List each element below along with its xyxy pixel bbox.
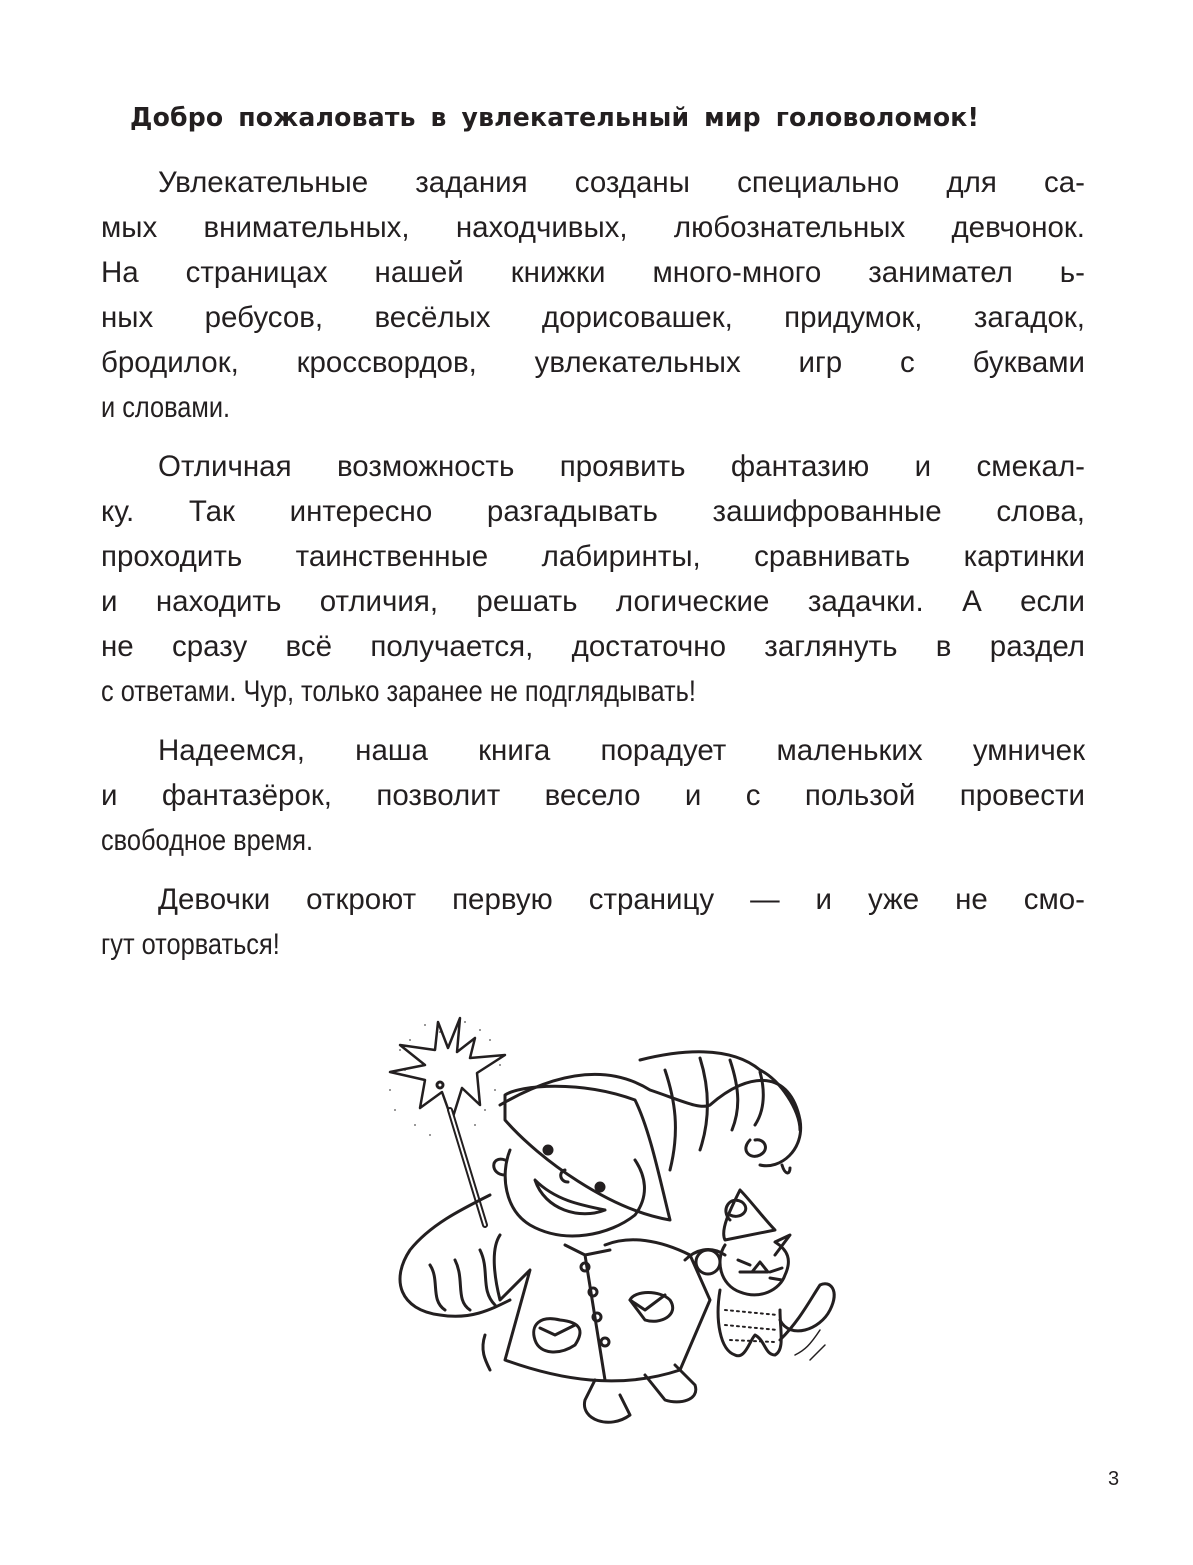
text-line: ку. Так интересно разгадывать зашифрованные слова,	[101, 495, 1085, 528]
text-line: мых внимательных, находчивых, любознательных девчонок.	[101, 211, 1085, 244]
text-line: ных ребусов, весёлых дорисовашек, придумок, загадок,	[101, 301, 1085, 334]
paragraph-4	[101, 877, 1085, 967]
paragraph-3	[101, 728, 1085, 863]
text-line: не сразу всё получается, достаточно заглянуть в раздел	[101, 630, 1085, 663]
text-line: и фантазёрок, позволит весело и с пользой провести	[101, 779, 1085, 812]
text-line: свободное время.	[101, 824, 314, 857]
page-heading: Добро пожаловать в увлекательный мир головоломок!	[130, 103, 980, 133]
paragraph-1	[101, 160, 1085, 430]
text-line: бродилок, кроссвордов, увлекательных игр с буквами	[101, 346, 1085, 379]
page-number: 3	[1108, 1468, 1120, 1490]
girl-wizard-with-cat-icon	[380, 1010, 870, 1450]
text-line: с ответами. Чур, только заранее не подглядывать!	[101, 675, 696, 708]
text-line: и словами.	[101, 391, 231, 424]
text-line: проходить таинственные лабиринты, сравнивать картинки	[101, 540, 1085, 573]
text-line: гут оторваться!	[101, 928, 280, 961]
body-text	[101, 160, 1085, 967]
text-line: Увлекательные задания созданы специально для са-	[158, 166, 1085, 199]
text-line: и находить отличия, решать логические задачки. А если	[101, 585, 1085, 618]
text-line: Отличная возможность проявить фантазию и смекал-	[158, 450, 1085, 483]
text-line: Надеемся, наша книга порадует маленьких умничек	[158, 734, 1085, 767]
paragraph-2	[101, 444, 1085, 714]
text-line: На страницах нашей книжки много-много занимател ь-	[101, 256, 1085, 289]
text-line: Девочки откроют первую страницу — и уже не смо-	[158, 883, 1085, 916]
